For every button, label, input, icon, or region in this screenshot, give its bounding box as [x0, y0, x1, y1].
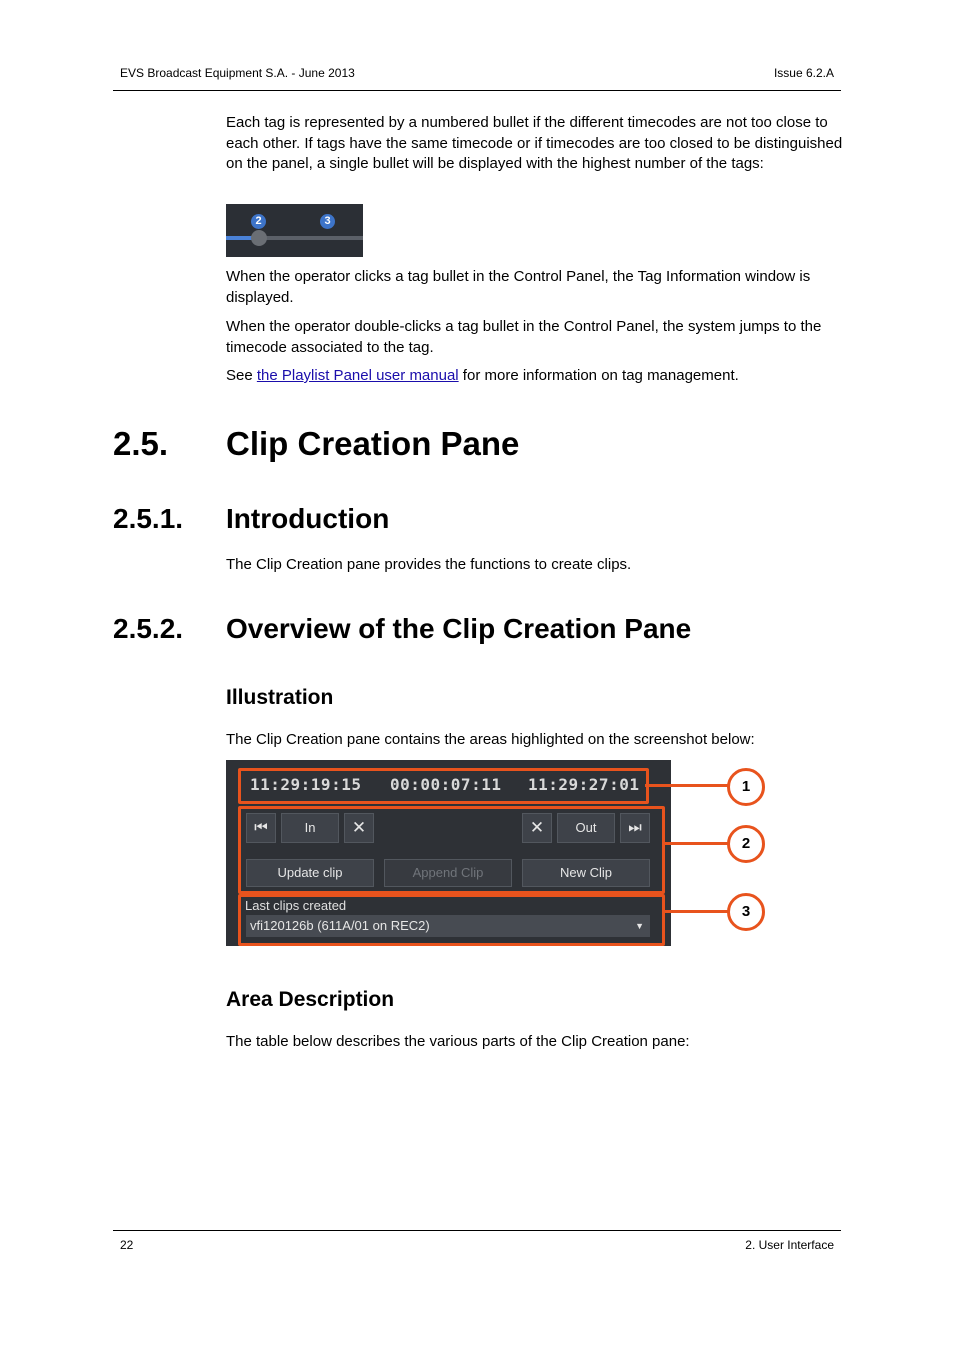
- header-rule: [113, 90, 841, 91]
- highlight-area-3: [238, 894, 665, 946]
- section-title: Clip Creation Pane: [226, 425, 520, 462]
- tag-bullets-image: [226, 204, 363, 257]
- update-clip-button[interactable]: Update clip: [246, 859, 374, 887]
- paragraph-see: See the Playlist Panel user manual for more information on tag management.: [226, 367, 739, 384]
- header-right: Issue 6.2.A: [773, 66, 834, 80]
- last-clips-dropdown[interactable]: vfi120126b (611A/01 on REC2) ▼: [246, 915, 650, 937]
- area-heading: Area Description: [226, 988, 395, 1011]
- last-clips-label: Last clips created: [245, 898, 347, 913]
- footer-page-number: 22: [120, 1238, 134, 1252]
- area-text: The table below describes the various parts of the Clip Creation pane:: [226, 1033, 690, 1050]
- playlist-manual-link[interactable]: the Playlist Panel user manual: [256, 367, 459, 384]
- illustration-heading: Illustration: [226, 686, 334, 709]
- footer-rule: [113, 1230, 841, 1231]
- timecode-out: 11:29:27:01: [528, 775, 640, 794]
- highlight-area-1: [238, 768, 649, 804]
- callout-1: 1: [727, 768, 765, 806]
- footer-chapter: 2. User Interface: [745, 1238, 834, 1252]
- clear-in-button[interactable]: ✕: [344, 813, 374, 843]
- tag-bullet-3[interactable]: 3: [320, 214, 335, 229]
- paragraph-tags: Each tag is represented by a numbered bullet if the different timecodes are not too close to each other. If tags have the same timecode or if timecodes are too closed to be distinguished on the panel, a single bullet will be displayed with the highest number of the tags:: [226, 114, 843, 172]
- mark-in-button[interactable]: In: [281, 813, 339, 843]
- clip-creation-screenshot: [226, 760, 671, 946]
- paragraph-double-click: When the operator double-clicks a tag bullet in the Control Panel, the system jumps to the timecode associated to the tag.: [226, 318, 822, 356]
- append-clip-button[interactable]: Append Clip: [384, 859, 512, 887]
- header-left: EVS Broadcast Equipment S.A. - June 2013: [120, 66, 355, 80]
- highlight-area-2: [238, 806, 665, 894]
- illustration-text: The Clip Creation pane contains the areas highlighted on the screenshot below:: [226, 731, 755, 748]
- go-to-out-button[interactable]: ⏭: [620, 813, 650, 843]
- go-to-in-button[interactable]: ⏮: [246, 813, 276, 843]
- tag-bullet-2[interactable]: 2: [251, 214, 266, 229]
- callout-2: 2: [727, 825, 765, 863]
- section-number: 2.5.: [113, 425, 169, 462]
- new-clip-button[interactable]: New Clip: [522, 859, 650, 887]
- timecode-duration: 00:00:07:11: [390, 775, 502, 794]
- sub1-title: Introduction: [226, 503, 390, 534]
- mark-out-button[interactable]: Out: [557, 813, 615, 843]
- clear-out-button[interactable]: ✕: [522, 813, 552, 843]
- sub1-number: 2.5.1.: [113, 503, 184, 534]
- callout-3: 3: [727, 893, 765, 931]
- timecode-in: 11:29:19:15: [250, 775, 362, 794]
- sub2-title: Overview of the Clip Creation Pane: [226, 613, 692, 644]
- sub1-text: The Clip Creation pane provides the functions to create clips.: [226, 556, 632, 573]
- chevron-down-icon: ▼: [635, 921, 644, 931]
- paragraph-click: When the operator clicks a tag bullet in the Control Panel, the Tag Information window is displayed.: [226, 268, 811, 306]
- sub2-number: 2.5.2.: [113, 613, 184, 644]
